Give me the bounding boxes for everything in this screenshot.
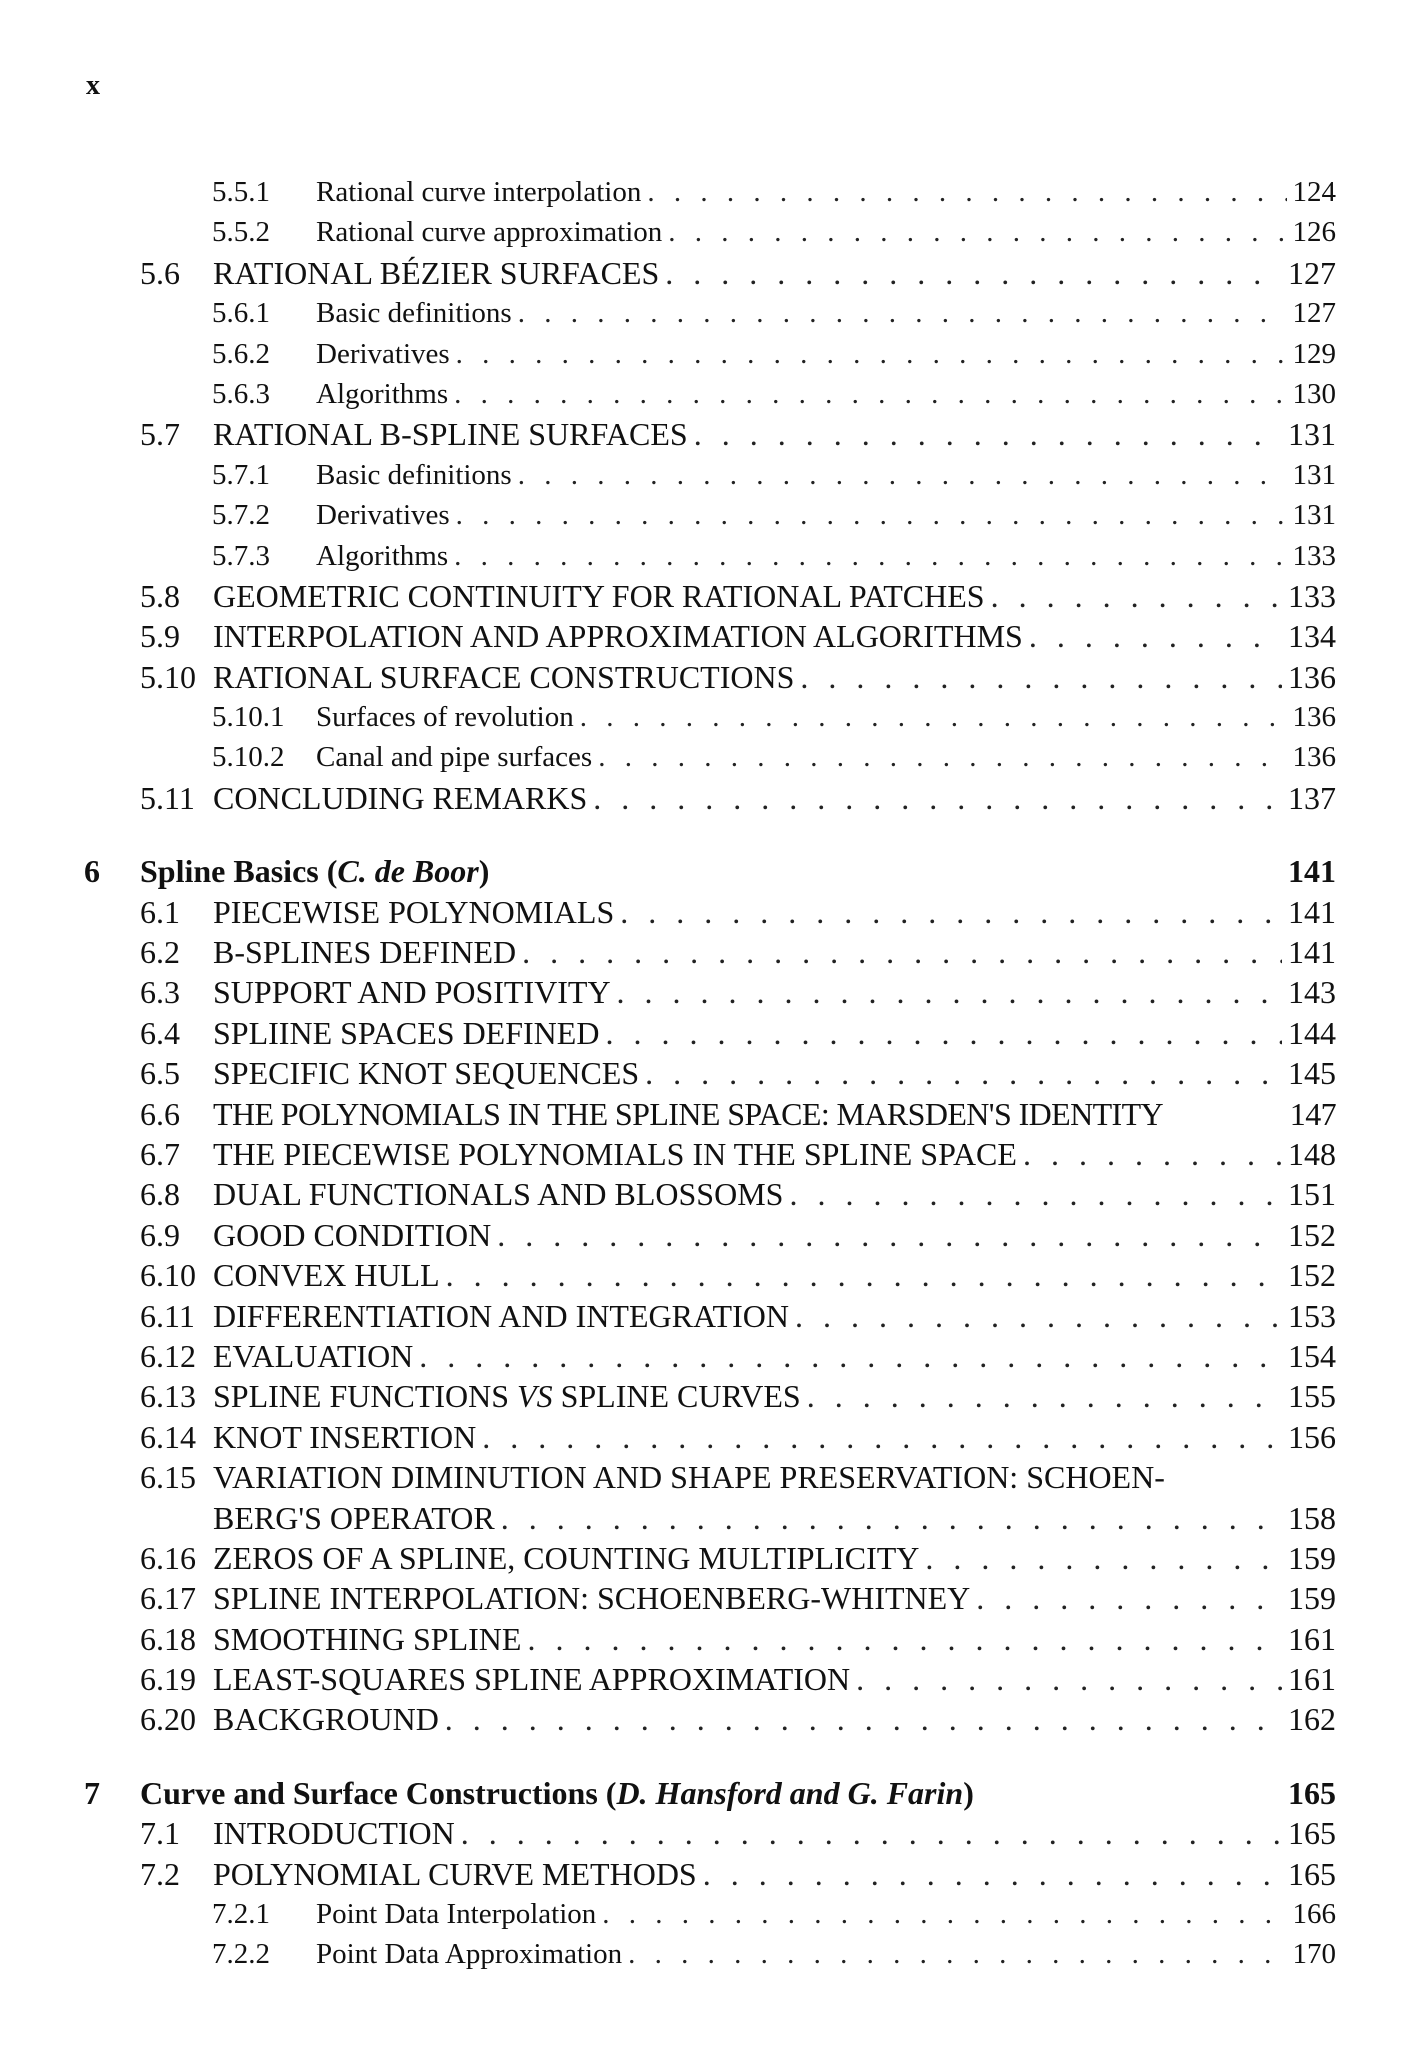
entry-page: 165 <box>1288 1815 1336 1852</box>
toc-entry <box>0 1174 1421 1214</box>
toc-entry <box>0 253 1421 293</box>
entry-page: 144 <box>1288 1014 1336 1051</box>
toc-entry <box>0 1659 1421 1699</box>
entry-page: 155 <box>1288 1378 1336 1415</box>
toc-entry <box>0 374 1421 414</box>
entry-number: 5.5.1 <box>212 176 270 208</box>
entry-page: 126 <box>1292 216 1336 249</box>
entry-title: Algorithms <box>316 539 449 572</box>
entry-number: 6.14 <box>140 1418 196 1455</box>
entry-title: THE PIECEWISE POLYNOMIALS IN THE SPLINE SPACE <box>213 1135 1017 1172</box>
toc-entry <box>0 1134 1421 1174</box>
entry-number: 5.9 <box>140 618 180 655</box>
entry-title: PIECEWISE POLYNOMIALS <box>213 893 615 930</box>
toc-entry <box>0 334 1421 374</box>
toc-entry <box>0 1013 1421 1053</box>
entry-title: B-SPLINES DEFINED <box>213 934 517 971</box>
entry-title: Algorithms <box>316 377 449 410</box>
toc-entry <box>0 455 1421 495</box>
toc-entry <box>0 616 1421 656</box>
toc-entry <box>0 1894 1421 1934</box>
toc-entry <box>0 172 1421 212</box>
entry-number: 6.11 <box>140 1297 195 1334</box>
entry-title: RATIONAL BÉZIER SURFACES <box>213 254 660 291</box>
entry-title: ZEROS OF A SPLINE, COUNTING MULTIPLICITY <box>213 1539 920 1576</box>
entry-title: Surfaces of revolution <box>316 701 574 734</box>
entry-page: 127 <box>1288 254 1336 291</box>
chapter-author: D. Hansford and G. Farin <box>616 1774 964 1811</box>
entry-title: Canal and pipe surfaces <box>316 741 593 774</box>
entry-title-line2: BERG'S OPERATOR <box>213 1499 495 1536</box>
entry-title: DIFFERENTIATION AND INTEGRATION <box>213 1297 789 1334</box>
chapter-page: 165 <box>1288 1774 1336 1811</box>
entry-number: 6.19 <box>140 1661 196 1698</box>
entry-page: 134 <box>1288 618 1336 655</box>
toc-entry <box>0 212 1421 252</box>
entry-title: Point Data Approximation <box>316 1938 623 1971</box>
entry-number: 6.5 <box>140 1055 180 1092</box>
toc-entry <box>0 892 1421 932</box>
entry-title: GOOD CONDITION <box>213 1216 492 1253</box>
toc-entry <box>0 576 1421 616</box>
entry-number: 6.8 <box>140 1176 180 1213</box>
entry-page: 137 <box>1288 779 1336 816</box>
chapter-author: C. de Boor <box>337 853 479 890</box>
entry-title: EVALUATION <box>213 1337 414 1374</box>
entry-page: 133 <box>1288 577 1336 614</box>
entry-title: SPLIINE SPACES DEFINED <box>213 1014 600 1051</box>
toc-entry <box>0 737 1421 777</box>
entry-title: Derivatives <box>316 337 450 370</box>
toc-entry <box>0 697 1421 737</box>
toc-entry <box>0 1255 1421 1295</box>
table-of-contents <box>0 172 1421 1975</box>
toc-entry <box>0 1538 1421 1578</box>
entry-number: 5.7.3 <box>212 539 270 572</box>
entry-page: 161 <box>1288 1620 1336 1657</box>
chapter-heading <box>0 851 1421 891</box>
toc-entry <box>0 1053 1421 1093</box>
entry-number: 6.10 <box>140 1257 196 1294</box>
toc-entry <box>0 1376 1421 1416</box>
entry-title: KNOT INSERTION <box>213 1418 477 1455</box>
entry-title: Basic definitions <box>316 297 512 330</box>
entry-page: 165 <box>1288 1855 1336 1892</box>
entry-page: 148 <box>1288 1135 1336 1172</box>
entry-number: 7.2 <box>140 1855 180 1892</box>
page-folio: x <box>86 70 100 101</box>
toc-entry-continuation <box>0 1498 1421 1538</box>
chapter-number: 7 <box>84 1774 100 1811</box>
entry-number: 6.17 <box>140 1580 196 1617</box>
entry-page: 141 <box>1288 893 1336 930</box>
entry-page: 145 <box>1288 1055 1336 1092</box>
entry-number: 5.5.2 <box>212 216 270 249</box>
entry-page: 166 <box>1292 1898 1336 1931</box>
entry-title: RATIONAL B-SPLINE SURFACES <box>213 416 688 453</box>
entry-number: 6.2 <box>140 934 180 971</box>
entry-title: SMOOTHING SPLINE <box>213 1620 522 1657</box>
toc-entry <box>0 1296 1421 1336</box>
entry-page: 136 <box>1292 701 1336 734</box>
entry-title: SPLINE INTERPOLATION: SCHOENBERG-WHITNEY <box>213 1580 971 1617</box>
entry-title: LEAST-SQUARES SPLINE APPROXIMATION <box>213 1661 851 1698</box>
chapter-title: Curve and Surface Constructions (D. Hansford and G. Farin) <box>140 1774 974 1811</box>
entry-page: 141 <box>1288 934 1336 971</box>
entry-number: 6.3 <box>140 974 180 1011</box>
entry-page: 136 <box>1288 658 1336 695</box>
entry-page: 154 <box>1288 1337 1336 1374</box>
entry-page: 130 <box>1292 377 1336 410</box>
toc-entry <box>0 1578 1421 1618</box>
entry-title: BACKGROUND <box>213 1701 439 1738</box>
entry-page: 162 <box>1288 1701 1336 1738</box>
chapter-page: 141 <box>1288 853 1336 890</box>
toc-entry <box>0 293 1421 333</box>
toc-entry <box>0 1619 1421 1659</box>
entry-title: THE POLYNOMIALS IN THE SPLINE SPACE: MARSDEN'S IDENTITY <box>213 1095 1164 1132</box>
entry-page: 133 <box>1292 539 1336 572</box>
toc-entry <box>0 1813 1421 1853</box>
entry-number: 6.13 <box>140 1378 196 1415</box>
entry-number: 5.10.1 <box>212 701 285 734</box>
entry-page: 152 <box>1288 1257 1336 1294</box>
toc-entry <box>0 932 1421 972</box>
entry-number: 5.6 <box>140 254 180 291</box>
entry-number: 5.6.3 <box>212 377 270 410</box>
entry-number: 6.16 <box>140 1539 196 1576</box>
entry-title: CONCLUDING REMARKS <box>213 779 588 816</box>
toc-entry <box>0 1336 1421 1376</box>
entry-title: SPECIFIC KNOT SEQUENCES <box>213 1055 640 1092</box>
toc-entry <box>0 657 1421 697</box>
entry-title: Rational curve interpolation <box>316 176 642 208</box>
entry-title: INTRODUCTION <box>213 1815 455 1852</box>
entry-page: 152 <box>1288 1216 1336 1253</box>
entry-number: 5.7.1 <box>212 458 270 491</box>
entry-title: Rational curve approximation <box>316 216 663 249</box>
entry-page: 151 <box>1288 1176 1336 1213</box>
entry-number: 6.4 <box>140 1014 180 1051</box>
toc-entry <box>0 972 1421 1012</box>
vs-italic: VS <box>517 1378 553 1415</box>
entry-number: 5.7.2 <box>212 499 270 532</box>
toc-entry <box>0 1417 1421 1457</box>
entry-number: 6.1 <box>140 893 180 930</box>
toc-entry <box>0 1699 1421 1739</box>
toc-entry <box>0 536 1421 576</box>
entry-number: 6.7 <box>140 1135 180 1172</box>
entry-number: 7.2.2 <box>212 1938 270 1971</box>
entry-number: 7.2.1 <box>212 1898 270 1931</box>
entry-number: 5.6.1 <box>212 297 270 330</box>
entry-title: SUPPORT AND POSITIVITY <box>213 974 611 1011</box>
entry-page: 161 <box>1288 1661 1336 1698</box>
entry-number: 6.6 <box>140 1095 180 1132</box>
entry-title: POLYNOMIAL CURVE METHODS <box>213 1855 697 1892</box>
entry-title: INTERPOLATION AND APPROXIMATION ALGORITHMS <box>213 618 1023 655</box>
entry-number: 5.6.2 <box>212 337 270 370</box>
entry-page: 127 <box>1292 297 1336 330</box>
entry-number: 6.9 <box>140 1216 180 1253</box>
entry-page: 131 <box>1288 416 1336 453</box>
entry-page: 129 <box>1292 337 1336 370</box>
entry-page: 136 <box>1292 741 1336 774</box>
entry-page: 124 <box>1292 176 1336 208</box>
chapter-title: Spline Basics (C. de Boor) <box>140 853 490 890</box>
toc-entry <box>0 778 1421 818</box>
entry-number: 6.15 <box>140 1459 196 1496</box>
entry-title: DUAL FUNCTIONALS AND BLOSSOMS <box>213 1176 784 1213</box>
entry-number: 7.1 <box>140 1815 180 1852</box>
entry-title: Derivatives <box>316 499 450 532</box>
entry-number: 6.20 <box>140 1701 196 1738</box>
toc-entry <box>0 1854 1421 1894</box>
chapter-number: 6 <box>84 853 100 890</box>
entry-page: 131 <box>1292 458 1336 491</box>
entry-page: 158 <box>1288 1499 1336 1536</box>
toc-entry <box>0 1457 1421 1497</box>
entry-number: 5.8 <box>140 577 180 614</box>
entry-page: 143 <box>1288 974 1336 1011</box>
entry-title: GEOMETRIC CONTINUITY FOR RATIONAL PATCHES <box>213 577 985 614</box>
toc-entry <box>0 414 1421 454</box>
entry-number: 5.10 <box>140 658 196 695</box>
entry-number: 6.12 <box>140 1337 196 1374</box>
entry-page: 170 <box>1292 1938 1336 1971</box>
entry-title: SPLINE FUNCTIONS VS SPLINE CURVES <box>213 1378 801 1415</box>
toc-entry <box>0 1934 1421 1974</box>
toc-entry <box>0 1094 1421 1134</box>
entry-number: 6.18 <box>140 1620 196 1657</box>
entry-page: 153 <box>1288 1297 1336 1334</box>
entry-number: 5.10.2 <box>212 741 285 774</box>
entry-title: Basic definitions <box>316 458 512 491</box>
entry-number: 5.11 <box>140 779 195 816</box>
entry-page: 159 <box>1288 1539 1336 1576</box>
entry-title-line1: VARIATION DIMINUTION AND SHAPE PRESERVATION: SCHOEN- <box>213 1459 1165 1496</box>
toc-entry <box>0 495 1421 535</box>
entry-page: 147 <box>1289 1095 1336 1132</box>
entry-page: 159 <box>1288 1580 1336 1617</box>
entry-number: 5.7 <box>140 416 180 453</box>
entry-title: RATIONAL SURFACE CONSTRUCTIONS <box>213 658 795 695</box>
entry-page: 131 <box>1292 499 1336 532</box>
entry-title: CONVEX HULL <box>213 1257 440 1294</box>
toc-entry <box>0 1215 1421 1255</box>
chapter-heading <box>0 1773 1421 1813</box>
entry-page: 156 <box>1288 1418 1336 1455</box>
entry-title: Point Data Interpolation <box>316 1898 597 1931</box>
